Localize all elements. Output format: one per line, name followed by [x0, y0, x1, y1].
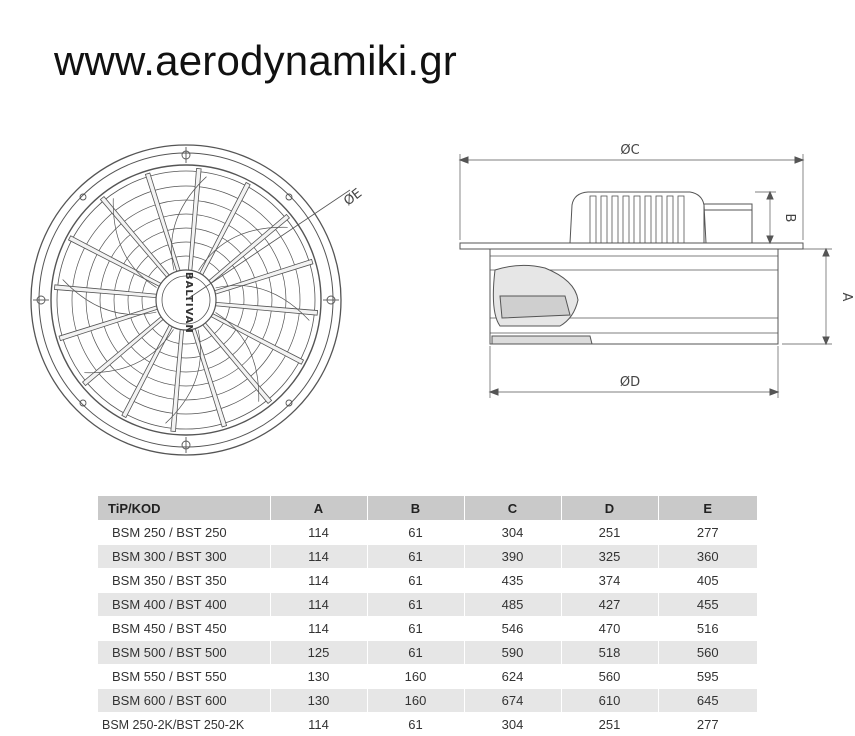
- table-body: [98, 521, 757, 736]
- value-cell: 455: [658, 593, 757, 617]
- dimension-label-c: ØC: [620, 143, 639, 158]
- table-header-row: [98, 496, 757, 521]
- model-cell: BSM 400 / BST 400: [98, 593, 270, 617]
- value-cell: 61: [367, 593, 464, 617]
- value-cell: 160: [367, 689, 464, 713]
- table-row: [98, 665, 757, 689]
- column-header: A: [270, 496, 367, 521]
- website-url[interactable]: www.aerodynamiki.gr: [54, 40, 457, 82]
- value-cell: 61: [367, 713, 464, 736]
- value-cell: 277: [658, 521, 757, 545]
- column-header: C: [464, 496, 561, 521]
- table-row: [98, 545, 757, 569]
- table-row: [98, 617, 757, 641]
- spec-table: [98, 496, 757, 736]
- value-cell: 130: [270, 665, 367, 689]
- value-cell: 427: [561, 593, 658, 617]
- value-cell: 114: [270, 545, 367, 569]
- model-cell: BSM 250 / BST 250: [98, 521, 270, 545]
- dimension-label-d: ØD: [620, 375, 640, 390]
- dimension-label-a: A: [839, 293, 854, 302]
- value-cell: 435: [464, 569, 561, 593]
- value-cell: 114: [270, 569, 367, 593]
- value-cell: 125: [270, 641, 367, 665]
- model-cell: BSM 350 / BST 350: [98, 569, 270, 593]
- value-cell: 374: [561, 569, 658, 593]
- model-cell: BSM 550 / BST 550: [98, 665, 270, 689]
- dimension-label-b: B: [782, 214, 797, 223]
- value-cell: 360: [658, 545, 757, 569]
- motor-housing: [570, 192, 706, 243]
- value-cell: 590: [464, 641, 561, 665]
- model-cell: BSM 450 / BST 450: [98, 617, 270, 641]
- flange-plate: [460, 243, 803, 249]
- value-cell: 114: [270, 713, 367, 736]
- table-row: [98, 713, 757, 736]
- column-header: D: [561, 496, 658, 521]
- value-cell: 405: [658, 569, 757, 593]
- value-cell: 251: [561, 713, 658, 736]
- table-row: [98, 521, 757, 545]
- value-cell: 277: [658, 713, 757, 736]
- value-cell: 560: [658, 641, 757, 665]
- value-cell: 304: [464, 521, 561, 545]
- model-cell: BSM 250-2K/BST 250-2K: [98, 713, 270, 736]
- value-cell: 251: [561, 521, 658, 545]
- dimension-label-e: ØE: [341, 186, 365, 209]
- value-cell: 114: [270, 593, 367, 617]
- value-cell: 595: [658, 665, 757, 689]
- table-row: [98, 689, 757, 713]
- table-row: [98, 641, 757, 665]
- value-cell: 61: [367, 569, 464, 593]
- value-cell: 130: [270, 689, 367, 713]
- model-cell: BSM 300 / BST 300: [98, 545, 270, 569]
- value-cell: 114: [270, 521, 367, 545]
- model-cell: BSM 600 / BST 600: [98, 689, 270, 713]
- table-row: [98, 569, 757, 593]
- value-cell: 390: [464, 545, 561, 569]
- value-cell: 325: [561, 545, 658, 569]
- motor-fins: [590, 196, 684, 243]
- value-cell: 546: [464, 617, 561, 641]
- value-cell: 560: [561, 665, 658, 689]
- column-header: B: [367, 496, 464, 521]
- value-cell: 674: [464, 689, 561, 713]
- value-cell: 61: [367, 617, 464, 641]
- column-header: TiP/KOD: [98, 496, 270, 521]
- value-cell: 61: [367, 641, 464, 665]
- value-cell: 485: [464, 593, 561, 617]
- side-view: [460, 154, 832, 398]
- table-row: [98, 593, 757, 617]
- value-cell: 61: [367, 545, 464, 569]
- brand-label: BALTIVAN: [183, 272, 194, 334]
- value-cell: 114: [270, 617, 367, 641]
- column-header: E: [658, 496, 757, 521]
- value-cell: 516: [658, 617, 757, 641]
- value-cell: 518: [561, 641, 658, 665]
- value-cell: 645: [658, 689, 757, 713]
- dimension-line-e: [186, 190, 350, 300]
- value-cell: 160: [367, 665, 464, 689]
- model-cell: BSM 500 / BST 500: [98, 641, 270, 665]
- value-cell: 61: [367, 521, 464, 545]
- value-cell: 624: [464, 665, 561, 689]
- value-cell: 610: [561, 689, 658, 713]
- value-cell: 470: [561, 617, 658, 641]
- value-cell: 304: [464, 713, 561, 736]
